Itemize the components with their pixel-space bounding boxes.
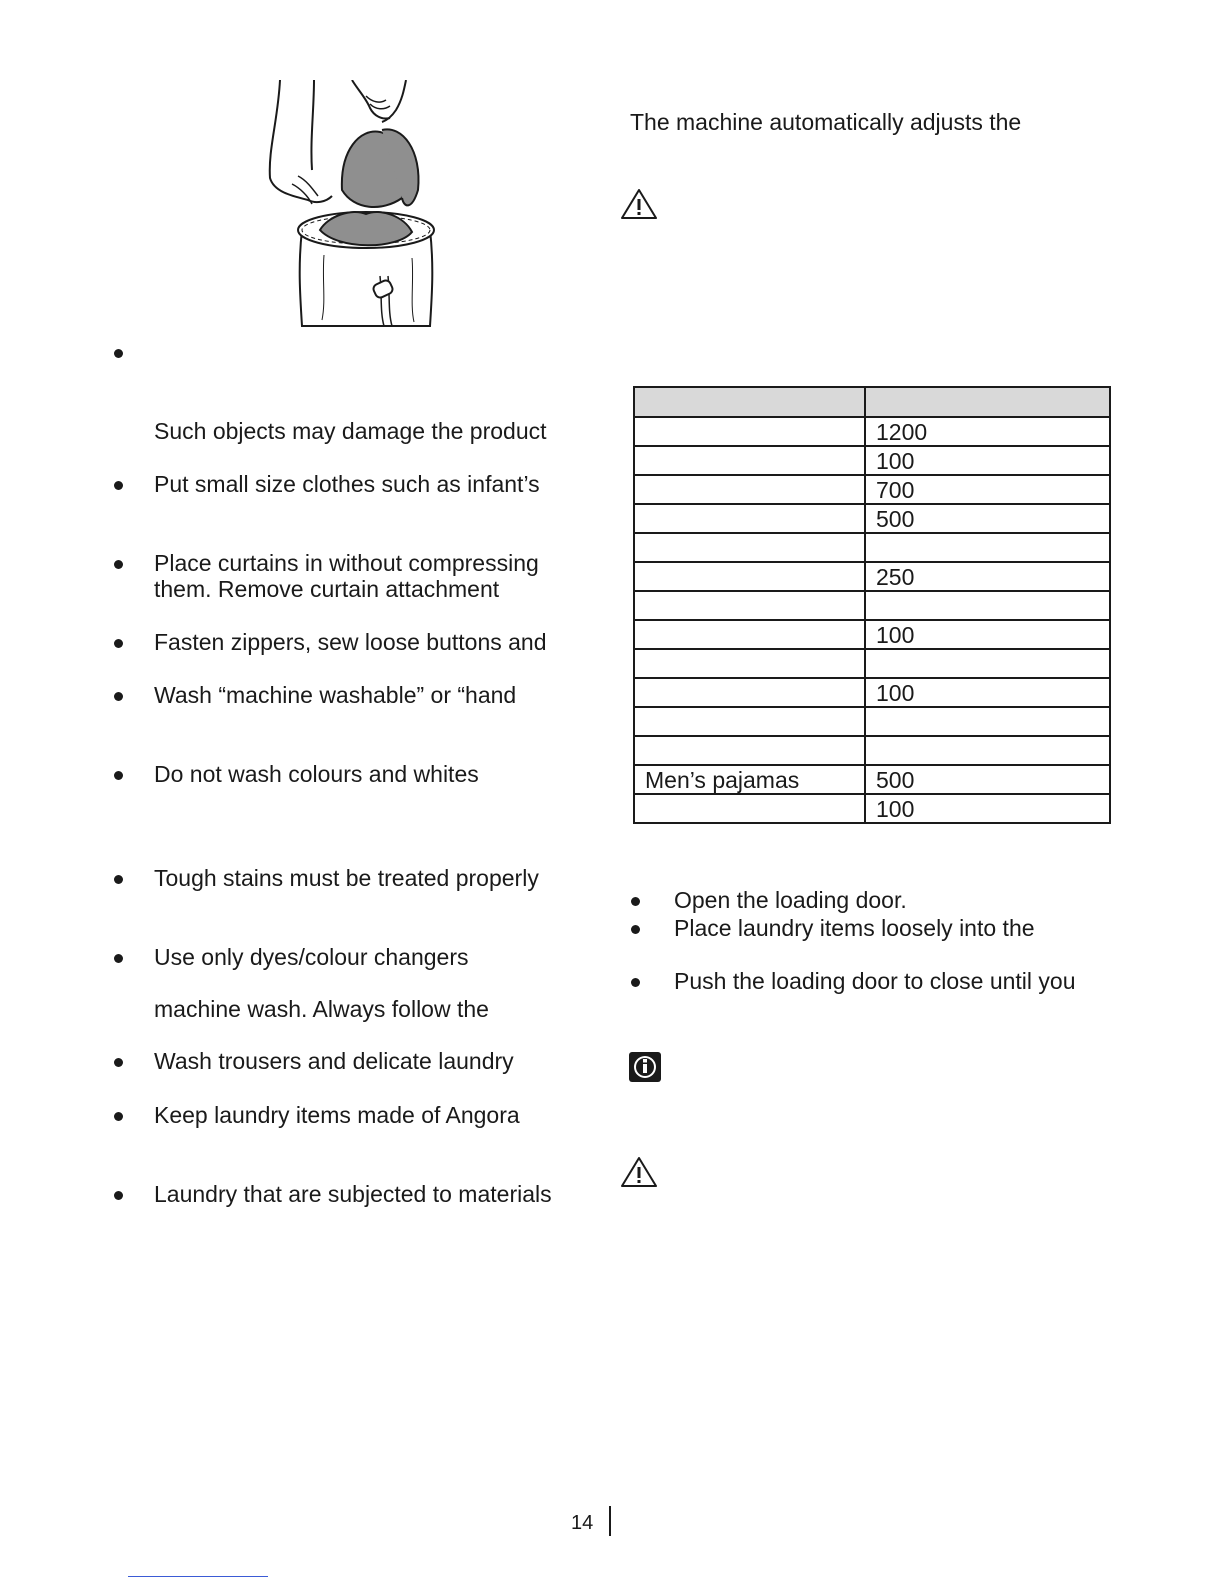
bullet-text-line: Wash trousers and delicate laundry <box>154 1048 514 1074</box>
bullet-marker <box>114 1191 123 1200</box>
info-icon <box>628 1051 662 1083</box>
table-cell: 1200 <box>865 417 1110 446</box>
table-cell <box>865 707 1110 736</box>
loading-step-text: Open the loading door. <box>674 887 907 913</box>
table-cell <box>634 794 865 823</box>
table-cell <box>634 446 865 475</box>
bullet-text-line: Fasten zippers, sew loose buttons and <box>154 629 547 655</box>
bullet-marker <box>114 481 123 490</box>
table-cell <box>865 649 1110 678</box>
table-row <box>634 475 1110 504</box>
table-cell: 100 <box>865 794 1110 823</box>
table-cell <box>634 562 865 591</box>
warning-triangle-icon <box>620 1156 658 1188</box>
table-row <box>634 533 1110 562</box>
table-cell: 100 <box>865 678 1110 707</box>
loading-step-text: Place laundry items loosely into the <box>674 915 1035 941</box>
laundry-bag-illustration <box>262 80 442 330</box>
bullet-marker <box>114 954 123 963</box>
table-cell: 500 <box>865 765 1110 794</box>
table-cell <box>634 533 865 562</box>
table-cell <box>634 504 865 533</box>
table-cell <box>865 533 1110 562</box>
bullet-marker <box>114 875 123 884</box>
bullet-marker <box>114 692 123 701</box>
bullet-marker <box>114 639 123 648</box>
bullet-text-line: Use only dyes/colour changers <box>154 944 469 970</box>
page-number: 14 <box>571 1512 594 1534</box>
laundry-weight-table <box>633 386 1111 824</box>
table-cell: 100 <box>865 620 1110 649</box>
bullet-text-line: machine wash. Always follow the <box>154 996 489 1022</box>
table-row <box>634 562 1110 591</box>
table-row <box>634 591 1110 620</box>
table-row <box>634 794 1110 823</box>
table-cell: 100 <box>865 446 1110 475</box>
table-cell <box>865 736 1110 765</box>
bullet-marker <box>114 771 123 780</box>
table-cell <box>865 591 1110 620</box>
table-cell <box>634 707 865 736</box>
bullet-marker <box>631 978 640 987</box>
table-cell: Men’s pajamas <box>634 765 865 794</box>
bullet-text-line: Do not wash colours and whites <box>154 761 479 787</box>
bullet-text-line: Such objects may damage the product <box>154 418 547 444</box>
bullet-marker <box>631 925 640 934</box>
bullet-text-line: Laundry that are subjected to materials <box>154 1181 552 1207</box>
bullet-marker <box>114 1112 123 1121</box>
bullet-marker <box>114 1058 123 1067</box>
table-row <box>634 504 1110 533</box>
bullet-text-line: Put small size clothes such as infant’s <box>154 471 540 497</box>
table-cell <box>634 591 865 620</box>
table-row <box>634 765 1110 794</box>
loading-step-text: Push the loading door to close until you <box>674 968 1076 994</box>
intro-text: The machine automatically adjusts the <box>630 109 1022 135</box>
table-cell <box>634 620 865 649</box>
table-cell <box>634 678 865 707</box>
table-row <box>634 707 1110 736</box>
table-cell <box>634 649 865 678</box>
bullet-marker <box>114 560 123 569</box>
table-header-cell <box>865 387 1110 417</box>
table-row <box>634 446 1110 475</box>
table-header-cell <box>634 387 865 417</box>
bullet-text-line: Wash “machine washable” or “hand <box>154 682 517 708</box>
page-number-divider <box>609 1506 611 1536</box>
table-row <box>634 417 1110 446</box>
footer-link-underline <box>128 1576 268 1577</box>
table-cell <box>634 736 865 765</box>
bullet-text-line: Tough stains must be treated properly <box>154 865 539 891</box>
table-row <box>634 678 1110 707</box>
table-header-row <box>634 387 1110 417</box>
table-row <box>634 620 1110 649</box>
bullet-marker <box>631 897 640 906</box>
table-row <box>634 736 1110 765</box>
warning-triangle-icon <box>620 188 658 220</box>
bullet-text-line: them. Remove curtain attachment <box>154 576 500 602</box>
bullet-text-line: Place curtains in without compressing <box>154 550 539 576</box>
bullet-marker <box>114 349 123 358</box>
table-cell <box>634 417 865 446</box>
table-cell: 500 <box>865 504 1110 533</box>
bullet-text-line: Keep laundry items made of Angora <box>154 1102 520 1128</box>
table-cell: 700 <box>865 475 1110 504</box>
table-row <box>634 649 1110 678</box>
table-cell: 250 <box>865 562 1110 591</box>
table-cell <box>634 475 865 504</box>
